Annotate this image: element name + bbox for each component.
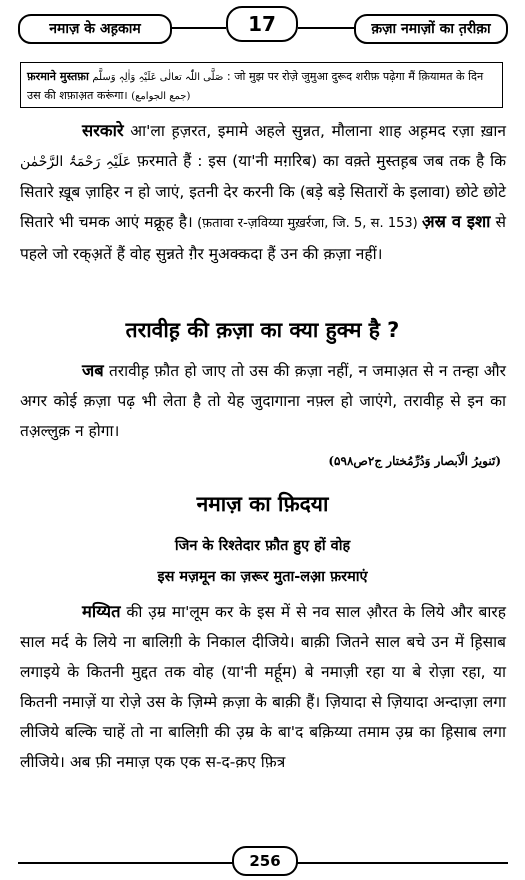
para3-text: की उ़म्र मा'लूम कर के इस में से नव साल औ़रत के लिये और बारह साल मर्द के लिये ना बालिग़ी के निकाल दीजिये। बाक़ी जितने साल बचे उन में ह़िसाब लगाइये के कितनी मुद्दत तक वोह (या'नी मर्हूम) बे नमाज़ी रहा या बे रोज़ा रहा, या कितनी नमाज़ें या रोज़े उस के ज़िम्मे क़ज़ा के बाक़ी हैं। ज़ियादा से ज़ियादा अन्दाज़ा लगा लीजिये बल्कि चाहें तो ना बालिग़ी की उ़म्र के बा'द बक़िय्या तमाम उ़म्र का ह़िसाब लगा लीजिये। अब फ़ी नमाज़ एक एक स-द-क़ए फ़ित्र	[20, 603, 506, 771]
farmaan-text: : जो मुझ पर रोज़े जुमुआ दुरूद शरीफ़ पढ़ेगा मैं क़ियामत के दिन उस की शफ़ाअ़त करूंगा।	[27, 70, 484, 102]
para3-lead: मय्यित	[82, 602, 121, 621]
header-chapter-title: क़ज़ा नमाज़ों का त़रीक़ा	[354, 14, 508, 44]
para1-text-1: आ'ला ह़ज़रत, इमामे अहले सुन्नत, मौलाना शाह अह़मद रज़ा ख़ान	[123, 122, 506, 140]
header-rule-right	[298, 27, 358, 29]
subheading-line-2: इस मज़मून का ज़रूर मुता-लआ़ फ़रमाएं	[157, 569, 368, 585]
paragraph-taraweeh	[20, 356, 506, 446]
header-page-number: 17	[226, 6, 298, 42]
farmaan-arabic-blessing: صَلَّی اللّٰہ تعالٰی عَلَیْہِ وَاٰلِہٖ وَسلَّم	[92, 72, 224, 83]
heading-fidya: नमाज़ का फ़िदया	[196, 492, 329, 516]
farmaan-box	[20, 62, 503, 108]
heading-taraweeh: तरावीह़ की क़ज़ा का क्या हुक्म है ?	[125, 318, 400, 342]
para2-lead: जब	[82, 361, 104, 380]
para1-text-3: से पहले जो रक्अ़तें हैं वोह सुन्नते ग़ैर मुअक्कदा हैं उन की क़ज़ा नहीं।	[20, 213, 507, 263]
para2-text: तरावीह़ फ़ौत हो जाए तो उस की क़ज़ा नहीं, न जमाअ़त से न तन्हा और अगर कोई क़ज़ा पढ़ भी लेता है तो येह जुदागाना नफ़्ल हो जाएंगे, तरावीह़ से इन का तअ़ल्लुक़ न होगा।	[20, 362, 506, 440]
subheading-line-1: जिन के रिश्तेदार फ़ौत हुए हों वोह	[174, 538, 351, 554]
header-rule-left	[168, 27, 226, 29]
farmaan-label: फ़रमाने मुस्तफ़ा	[27, 70, 89, 83]
para1-citation: (फ़तावा र-ज़विय्या मुख़र्रजा, जि. 5, स. 153)	[192, 216, 423, 231]
footer-page-number: 256	[232, 846, 298, 876]
para1-lead-2: अ़स्र व इशा	[422, 212, 491, 231]
para1-arabic: عَلَیْہِ رَحْمَۃُ الرَّحْمٰن	[20, 154, 132, 170]
para1-text-2: फ़रमाते हैं : इस (या'नी मग़रिब) का वक़्ते मुस्तह़ब जब तक है कि सितारे ख़ूब ज़ाहिर न हो जाएं, इतनी देर करनी कि (बड़े बड़े सितारों के इलावा) छोटे छोटे सितारे भी चमक आएं मक्रूह है।	[20, 152, 506, 231]
page-header	[18, 6, 508, 46]
para1-lead: सरकारे	[82, 121, 124, 140]
header-book-title: नमाज़ के अह़काम	[18, 14, 172, 44]
paragraph-maghrib	[20, 116, 506, 269]
reference-tanweer: (تَنویرُ الْاَبصار وَدُرِّمُختار ج۲ص۵۹۸)	[328, 454, 501, 468]
farmaan-source: (جمع الجوامع)	[131, 91, 191, 102]
paragraph-fidya	[20, 597, 506, 777]
